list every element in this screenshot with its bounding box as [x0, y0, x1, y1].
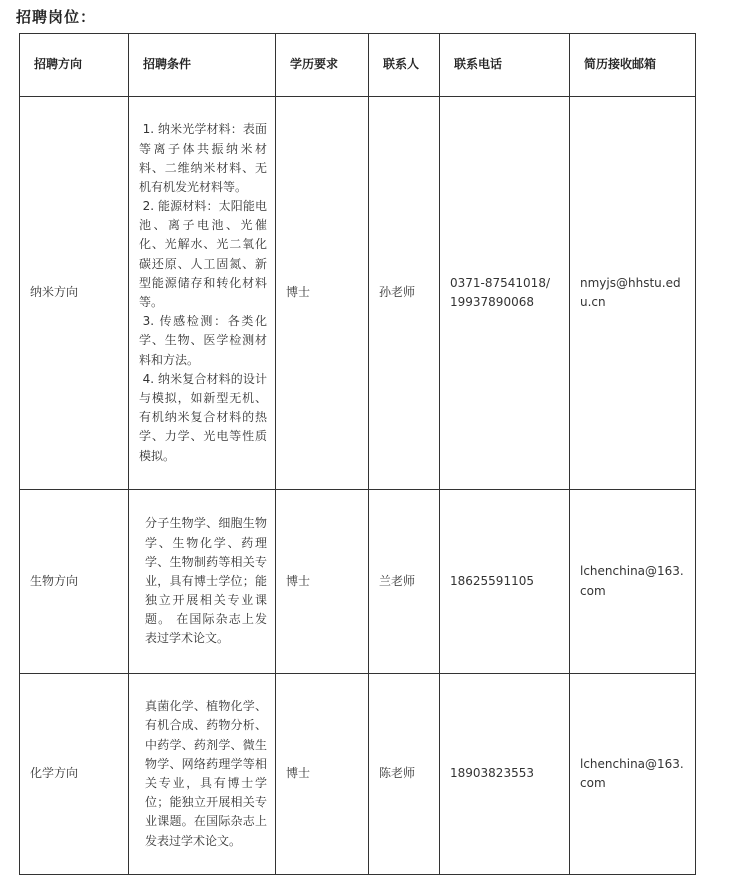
direction-cell: 纳米方向 [20, 97, 129, 490]
header-contact: 联系人 [369, 34, 440, 97]
condition-item: 2. 能源材料：太阳能电池、离子电池、光催化、光解水、光二氧化碳还原、人工固氮、新型能源储存和转化材料等。 [139, 199, 267, 309]
header-direction: 招聘方向 [20, 34, 129, 97]
header-phone: 联系电话 [440, 34, 570, 97]
email-cell: lchenchina@163.com [570, 490, 696, 674]
email-cell: nmyjs@hhstu.edu.cn [570, 97, 696, 490]
header-conditions: 招聘条件 [129, 34, 276, 97]
email-cell: lchenchina@163.com [570, 674, 696, 875]
degree-cell: 博士 [276, 674, 369, 875]
contact-cell: 兰老师 [369, 490, 440, 674]
direction-cell: 生物方向 [20, 490, 129, 674]
conditions-cell [129, 674, 276, 875]
conditions-cell [129, 97, 276, 490]
contact-cell: 孙老师 [369, 97, 440, 490]
condition-item: 3. 传感检测：各类化学、生物、医学检测材料和方法。 [139, 314, 267, 367]
phone-cell: 0371-87541018/ 19937890068 [440, 97, 570, 490]
condition-item: 4. 纳米复合材料的设计与模拟，如新型无机、有机纳米复合材料的热学、力学、光电等性质模拟。 [139, 371, 267, 463]
table-row [20, 674, 696, 875]
recruitment-table [19, 33, 696, 875]
degree-cell: 博士 [276, 97, 369, 490]
condition-item: 真菌化学、植物化学、有机合成、药物分析、中药学、药剂学、微生物学、网络药理学等相关专业，具有博士学位；能独立开展相关专业课题。在国际杂志上发表过学术论文。 [145, 699, 267, 848]
header-degree: 学历要求 [276, 34, 369, 97]
table-header-row [20, 34, 696, 97]
condition-item: 1. 纳米光学材料：表面等离子体共振纳米材料、二维纳米材料、无机有机发光材料等。 [139, 122, 267, 194]
phone-cell: 18625591105 [440, 490, 570, 674]
contact-cell: 陈老师 [369, 674, 440, 875]
degree-cell: 博士 [276, 490, 369, 674]
table-row [20, 97, 696, 490]
condition-item: 分子生物学、细胞生物学、生物化学、药理学、生物制药等相关专业，具有博士学位；能独立开展相关专业课题。 在国际杂志上发表过学术论文。 [145, 516, 267, 646]
direction-cell: 化学方向 [20, 674, 129, 875]
conditions-cell [129, 490, 276, 674]
header-email: 简历接收邮箱 [570, 34, 696, 97]
phone-cell: 18903823553 [440, 674, 570, 875]
table-row [20, 490, 696, 674]
section-heading: 招聘岗位： [16, 8, 97, 26]
